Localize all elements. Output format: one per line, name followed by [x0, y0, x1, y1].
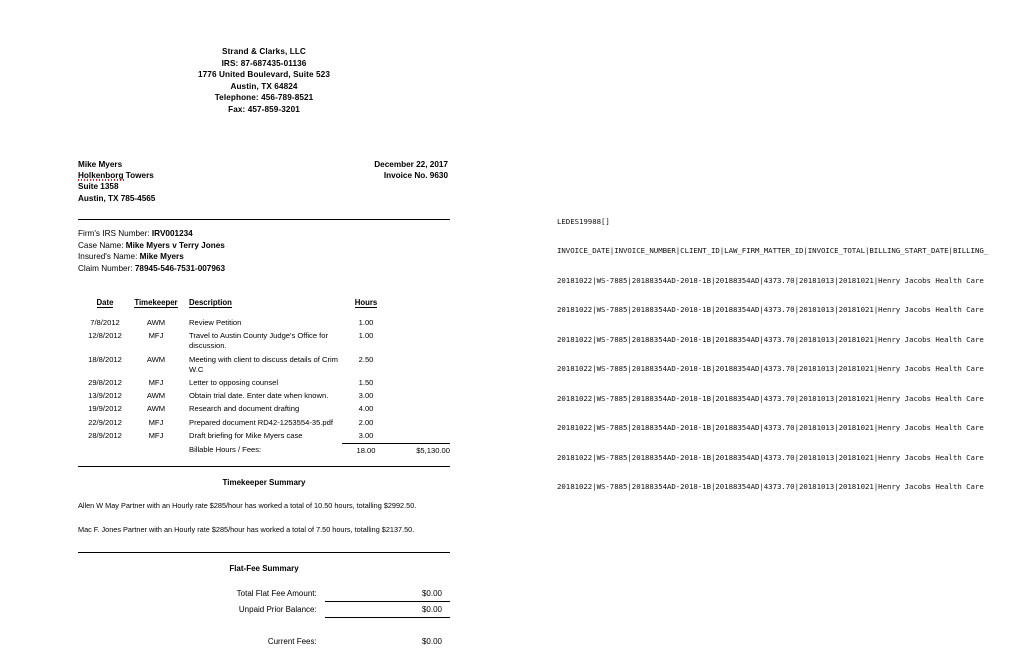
cell-description: Travel to Austin County Judge's Office for discussion.: [189, 331, 329, 351]
cell-date: 13/9/2012: [88, 391, 122, 401]
cell-hours: 2.50: [358, 354, 374, 364]
flat-fee-label: Total Flat Fee Amount:: [236, 589, 317, 599]
ledes-data-line: 20181022|WS-7885|20188354AD-2018-1B|20188354AD|4373.70|20181013|20181021|Henry Jacobs Health Care: [557, 482, 984, 492]
current-fees-row: [78, 634, 450, 649]
cell-description: Meeting with client to discuss details of Crim W.C: [189, 354, 338, 374]
cell-date: 29/8/2012: [88, 378, 122, 388]
flat-fee-value: $0.00: [325, 602, 450, 618]
firm-telephone: Telephone: 456-789-8521: [214, 93, 314, 103]
table-row: [78, 416, 450, 429]
case-fact-label: Case Name:: [78, 240, 126, 250]
cell-hours: 2.00: [358, 417, 374, 427]
ledes-format-line: LEDES19988[]: [557, 216, 610, 226]
ledes-data-line: 20181022|WS-7885|20188354AD-2018-1B|20188354AD|4373.70|20181013|20181021|Henry Jacobs Health Care: [557, 364, 984, 374]
current-fees-label: Current Fees:: [267, 636, 317, 646]
firm-header-block: [78, 46, 450, 116]
spellcheck-underline: Holkenborg: [78, 170, 124, 180]
ledes-header-line: INVOICE_DATE|INVOICE_NUMBER|CLIENT_ID|LAW_FIRM_MATTER_ID|INVOICE_TOTAL|BILLING_START_DATE|BILLING_: [557, 246, 989, 256]
invoice-meta-row: [78, 159, 450, 205]
bill-to-suite: Suite 1358: [78, 182, 119, 192]
flat-fee-row: [78, 586, 450, 602]
cell-hours: 1.00: [358, 318, 374, 328]
firm-city: Austin, TX 64824: [230, 81, 298, 91]
bill-to-name: Mike Myers: [78, 159, 123, 169]
column-header-hours: Hours: [354, 297, 378, 307]
cell-date: 19/9/2012: [88, 404, 122, 414]
table-row: [78, 390, 450, 403]
case-fact-claim-number: [78, 263, 450, 275]
case-facts-block: [78, 228, 450, 274]
cell-timekeeper: MFJ: [148, 430, 164, 440]
cell-fees: [390, 416, 450, 429]
flat-fee-spacer-row: [78, 618, 450, 635]
cell-hours: 4.00: [358, 404, 374, 414]
ledes-data-line: 20181022|WS-7885|20188354AD-2018-1B|20188354AD|4373.70|20181013|20181021|Henry Jacobs Health Care: [557, 452, 984, 462]
case-fact-firm-irs: [78, 228, 450, 240]
cell-spacer-timekeeper: [132, 443, 180, 457]
cell-fees: [390, 317, 450, 330]
cell-date: 22/9/2012: [88, 417, 122, 427]
invoice-date: December 22, 2017: [374, 159, 448, 169]
divider-after-address: [78, 219, 450, 220]
firm-irs: IRS: 87-687435-01136: [221, 58, 307, 68]
cell-fees: [390, 353, 450, 376]
column-header-fees: [390, 297, 450, 317]
bill-to-building: [78, 170, 155, 181]
ledes-data-line: 20181022|WS-7885|20188354AD-2018-1B|20188354AD|4373.70|20181013|20181021|Henry Jacobs Health Care: [557, 334, 984, 344]
cell-total-hours: 18.00: [342, 443, 390, 457]
timekeeper-summary-title: Timekeeper Summary: [222, 478, 306, 488]
cell-date: 12/8/2012: [88, 331, 122, 341]
case-fact-value: Mike Myers v Terry Jones: [125, 240, 225, 250]
flat-fee-label: Unpaid Prior Balance:: [238, 604, 317, 614]
ledes-data-line: 20181022|WS-7885|20188354AD-2018-1B|20188354AD|4373.70|20181013|20181021|Henry Jacobs Health Care: [557, 393, 984, 403]
table-row: [78, 429, 450, 443]
ledes-data-line: 20181022|WS-7885|20188354AD-2018-1B|20188354AD|4373.70|20181013|20181021|Henry Jacobs Health Care: [557, 275, 984, 285]
cell-fees: [390, 330, 450, 353]
ledes-export-text-block: [557, 197, 1024, 502]
firm-street: 1776 United Boulevard, Suite 523: [198, 70, 330, 80]
bill-to-citystatezip: Austin, TX 785-4565: [78, 193, 156, 203]
cell-hours: 3.00: [358, 391, 374, 401]
cell-fees: [390, 403, 450, 416]
flat-fee-row: [78, 602, 450, 618]
cell-total-label: Billable Hours / Fees:: [189, 445, 262, 455]
cell-fees: [390, 390, 450, 403]
firm-fax: Fax: 457-859-3201: [228, 104, 300, 114]
timekeeper-summary-line: Mac F. Jones Partner with an Hourly rate $285/hour has worked a total of 7.50 hours, totalling $2137.50.: [78, 525, 415, 535]
case-fact-label: Claim Number:: [78, 263, 135, 273]
table-row: [78, 403, 450, 416]
flat-fee-summary-title: Flat-Fee Summary: [229, 564, 299, 574]
cell-description: Prepared document RD42-1253554-35.pdf: [189, 417, 333, 427]
cell-total-fees: $5,130.00: [390, 443, 450, 457]
column-header-description: Description: [189, 297, 232, 307]
cell-description: Draft briefing for Mike Myers case: [189, 430, 303, 440]
cell-date: 7/8/2012: [90, 318, 120, 328]
bill-to-building-suffix: Towers: [123, 170, 154, 180]
table-row: [78, 377, 450, 390]
cell-timekeeper: MFJ: [148, 331, 164, 341]
table-row: [78, 353, 450, 376]
cell-timekeeper: AWM: [146, 318, 166, 328]
cell-hours: 3.00: [358, 430, 374, 440]
table-row: [78, 317, 450, 330]
cell-description: Review Petition: [189, 318, 242, 328]
spacer-cell: [78, 618, 325, 635]
column-header-timekeeper: Timekeeper: [134, 297, 178, 307]
case-fact-case-name: [78, 240, 450, 252]
case-fact-value: Mike Myers: [139, 252, 184, 262]
spacer-cell: [325, 618, 450, 635]
cell-description: Letter to opposing counsel: [189, 378, 279, 388]
cell-spacer-date: [78, 443, 132, 457]
table-header-row: [78, 297, 450, 317]
flat-fee-summary-table: [78, 586, 450, 649]
current-fees-value: $0.00: [421, 636, 442, 646]
invoice-meta-block: [374, 159, 450, 182]
cell-timekeeper: AWM: [146, 404, 166, 414]
cell-timekeeper: AWM: [146, 354, 166, 364]
case-fact-label: Firm's IRS Number:: [78, 229, 152, 239]
column-header-date: Date: [96, 297, 114, 307]
case-fact-value: IRV001234: [151, 229, 193, 239]
line-items-table: [78, 297, 450, 458]
ledes-data-line: 20181022|WS-7885|20188354AD-2018-1B|20188354AD|4373.70|20181013|20181021|Henry Jacobs Health Care: [557, 305, 984, 315]
cell-timekeeper: MFJ: [148, 417, 164, 427]
divider-after-line-items: [78, 466, 450, 467]
flat-fee-value: $0.00: [325, 586, 450, 602]
cell-date: 28/9/2012: [88, 430, 122, 440]
cell-timekeeper: MFJ: [148, 378, 164, 388]
bill-to-block: [78, 159, 155, 205]
cell-hours: 1.00: [358, 331, 374, 341]
divider-after-timekeeper-summary: [78, 552, 450, 553]
ledes-data-line: 20181022|WS-7885|20188354AD-2018-1B|20188354AD|4373.70|20181013|20181021|Henry Jacobs Health Care: [557, 423, 984, 433]
cell-hours: 1.50: [358, 378, 374, 388]
case-fact-label: Insured's Name:: [78, 252, 140, 262]
cell-description: Obtain trial date. Enter date when known.: [189, 391, 329, 401]
cell-fees: [390, 429, 450, 443]
table-row: [78, 330, 450, 353]
table-total-row: [78, 443, 450, 457]
case-fact-insured-name: [78, 251, 450, 263]
cell-fees: [390, 377, 450, 390]
invoice-document: [78, 46, 450, 649]
cell-timekeeper: AWM: [146, 391, 166, 401]
timekeeper-summary-line: Allen W May Partner with an Hourly rate $285/hour has worked a total of 10.50 hours, totalling $2992.50.: [78, 501, 417, 511]
cell-description: Research and document drafting: [189, 404, 300, 414]
cell-date: 18/8/2012: [88, 354, 122, 364]
firm-name: Strand & Clarks, LLC: [222, 47, 306, 56]
case-fact-value: 78945-546-7531-007963: [134, 263, 226, 273]
invoice-number: Invoice No. 9630: [383, 170, 448, 180]
